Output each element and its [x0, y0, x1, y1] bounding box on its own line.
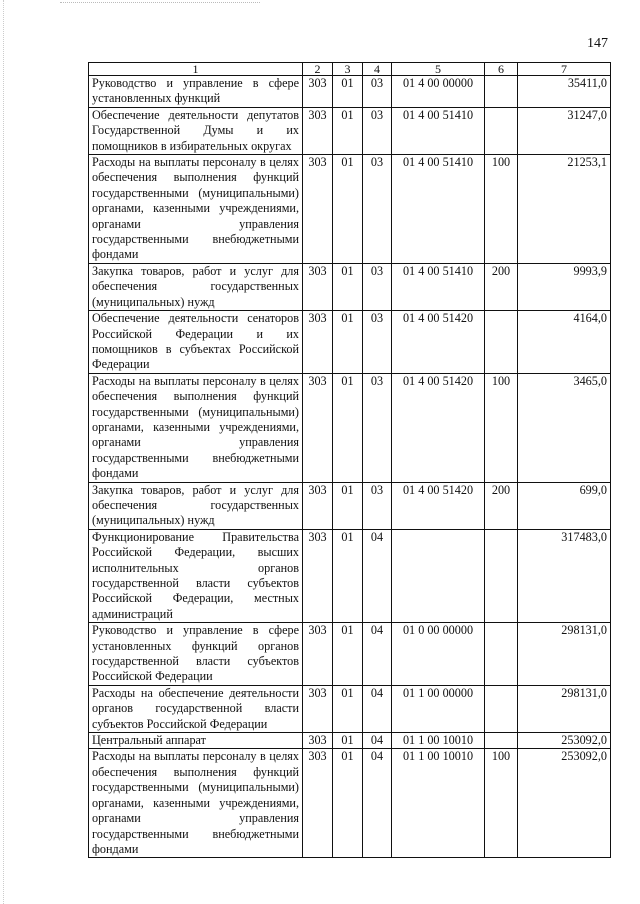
ministry-code: 303 — [303, 685, 333, 732]
expense-type-code — [485, 311, 518, 374]
table-row — [89, 311, 611, 374]
table-row — [89, 529, 611, 622]
amount: 253092,0 — [518, 733, 611, 749]
expense-name: Расходы на выплаты персоналу в целях обеспечения выполнения функций государственными (муниципальными) органами, казенными учреждениями, органами управления государственными внебюджетными фондами — [89, 749, 303, 858]
section-code: 01 — [333, 76, 363, 108]
page-number: 147 — [587, 36, 608, 51]
target-item-code: 01 4 00 00000 — [392, 76, 485, 108]
ministry-code: 303 — [303, 482, 333, 529]
subsection-code: 04 — [363, 529, 392, 622]
section-code: 01 — [333, 482, 363, 529]
table-row — [89, 107, 611, 154]
subsection-code: 03 — [363, 155, 392, 264]
subsection-code: 03 — [363, 263, 392, 310]
column-header: 3 — [333, 63, 363, 76]
section-code: 01 — [333, 623, 363, 686]
table-body — [89, 76, 611, 858]
amount: 9993,9 — [518, 263, 611, 310]
ministry-code: 303 — [303, 733, 333, 749]
subsection-code: 04 — [363, 733, 392, 749]
ministry-code: 303 — [303, 311, 333, 374]
ministry-code: 303 — [303, 623, 333, 686]
ministry-code: 303 — [303, 373, 333, 482]
amount: 699,0 — [518, 482, 611, 529]
subsection-code: 03 — [363, 373, 392, 482]
amount: 298131,0 — [518, 685, 611, 732]
ministry-code: 303 — [303, 107, 333, 154]
scan-top-marks — [60, 2, 260, 4]
ministry-code: 303 — [303, 749, 333, 858]
target-item-code: 01 0 00 00000 — [392, 623, 485, 686]
amount: 35411,0 — [518, 76, 611, 108]
ministry-code: 303 — [303, 529, 333, 622]
ministry-code: 303 — [303, 155, 333, 264]
expense-type-code — [485, 76, 518, 108]
section-code: 01 — [333, 733, 363, 749]
expense-name: Закупка товаров, работ и услуг для обеспечения государственных (муниципальных) нужд — [89, 263, 303, 310]
table-row — [89, 373, 611, 482]
expense-type-code — [485, 529, 518, 622]
table-row — [89, 155, 611, 264]
expense-name: Руководство и управление в сфере установленных функций органов государственной власти субъектов Российской Федерации — [89, 623, 303, 686]
amount: 317483,0 — [518, 529, 611, 622]
scan-edge-marks — [3, 0, 7, 904]
target-item-code: 01 4 00 51410 — [392, 107, 485, 154]
target-item-code: 01 1 00 00000 — [392, 685, 485, 732]
budget-table — [88, 62, 611, 858]
expense-type-code: 100 — [485, 155, 518, 264]
target-item-code: 01 4 00 51420 — [392, 482, 485, 529]
expense-type-code: 100 — [485, 749, 518, 858]
column-header: 5 — [392, 63, 485, 76]
table-row — [89, 482, 611, 529]
expense-type-code: 200 — [485, 263, 518, 310]
section-code: 01 — [333, 685, 363, 732]
subsection-code: 03 — [363, 482, 392, 529]
amount: 3465,0 — [518, 373, 611, 482]
amount: 4164,0 — [518, 311, 611, 374]
section-code: 01 — [333, 311, 363, 374]
target-item-code: 01 1 00 10010 — [392, 733, 485, 749]
section-code: 01 — [333, 263, 363, 310]
expense-name: Центральный аппарат — [89, 733, 303, 749]
target-item-code: 01 4 00 51410 — [392, 155, 485, 264]
expense-name: Расходы на выплаты персоналу в целях обеспечения выполнения функций государственными (муниципальными) органами, казенными учреждениями, органами управления государственными внебюджетными фондами — [89, 373, 303, 482]
expense-name: Расходы на выплаты персоналу в целях обеспечения выполнения функций государственными (муниципальными) органами, казенными учреждениями, органами управления государственными внебюджетными фондами — [89, 155, 303, 264]
target-item-code: 01 4 00 51410 — [392, 263, 485, 310]
expense-name: Функционирование Правительства Российской Федерации, высших исполнительных органов государственной власти субъектов Российской Федерации, местных администраций — [89, 529, 303, 622]
table-row — [89, 749, 611, 858]
section-code: 01 — [333, 749, 363, 858]
section-code: 01 — [333, 529, 363, 622]
column-header: 6 — [485, 63, 518, 76]
column-header: 2 — [303, 63, 333, 76]
expense-name: Руководство и управление в сфере установленных функций — [89, 76, 303, 108]
ministry-code: 303 — [303, 76, 333, 108]
subsection-code: 04 — [363, 749, 392, 858]
target-item-code: 01 4 00 51420 — [392, 373, 485, 482]
ministry-code: 303 — [303, 263, 333, 310]
section-code: 01 — [333, 155, 363, 264]
subsection-code: 04 — [363, 623, 392, 686]
table-row — [89, 76, 611, 108]
column-header: 1 — [89, 63, 303, 76]
expense-name: Закупка товаров, работ и услуг для обеспечения государственных (муниципальных) нужд — [89, 482, 303, 529]
table-row — [89, 263, 611, 310]
amount: 31247,0 — [518, 107, 611, 154]
section-code: 01 — [333, 107, 363, 154]
subsection-code: 04 — [363, 685, 392, 732]
amount: 253092,0 — [518, 749, 611, 858]
column-header: 4 — [363, 63, 392, 76]
expense-type-code — [485, 623, 518, 686]
expense-type-code — [485, 107, 518, 154]
expense-type-code: 100 — [485, 373, 518, 482]
subsection-code: 03 — [363, 107, 392, 154]
column-header: 7 — [518, 63, 611, 76]
amount: 298131,0 — [518, 623, 611, 686]
section-code: 01 — [333, 373, 363, 482]
subsection-code: 03 — [363, 311, 392, 374]
table-row — [89, 685, 611, 732]
expense-name: Расходы на обеспечение деятельности органов государственной власти субъектов Российской Федерации — [89, 685, 303, 732]
expense-type-code: 200 — [485, 482, 518, 529]
table-row — [89, 733, 611, 749]
amount: 21253,1 — [518, 155, 611, 264]
target-item-code — [392, 529, 485, 622]
table-row — [89, 623, 611, 686]
expense-name: Обеспечение деятельности сенаторов Российской Федерации и их помощников в субъектах Российской Федерации — [89, 311, 303, 374]
expense-type-code — [485, 733, 518, 749]
header-row — [89, 63, 611, 76]
target-item-code: 01 4 00 51420 — [392, 311, 485, 374]
subsection-code: 03 — [363, 76, 392, 108]
expense-name: Обеспечение деятельности депутатов Государственной Думы и их помощников в избирательных округах — [89, 107, 303, 154]
target-item-code: 01 1 00 10010 — [392, 749, 485, 858]
expense-type-code — [485, 685, 518, 732]
